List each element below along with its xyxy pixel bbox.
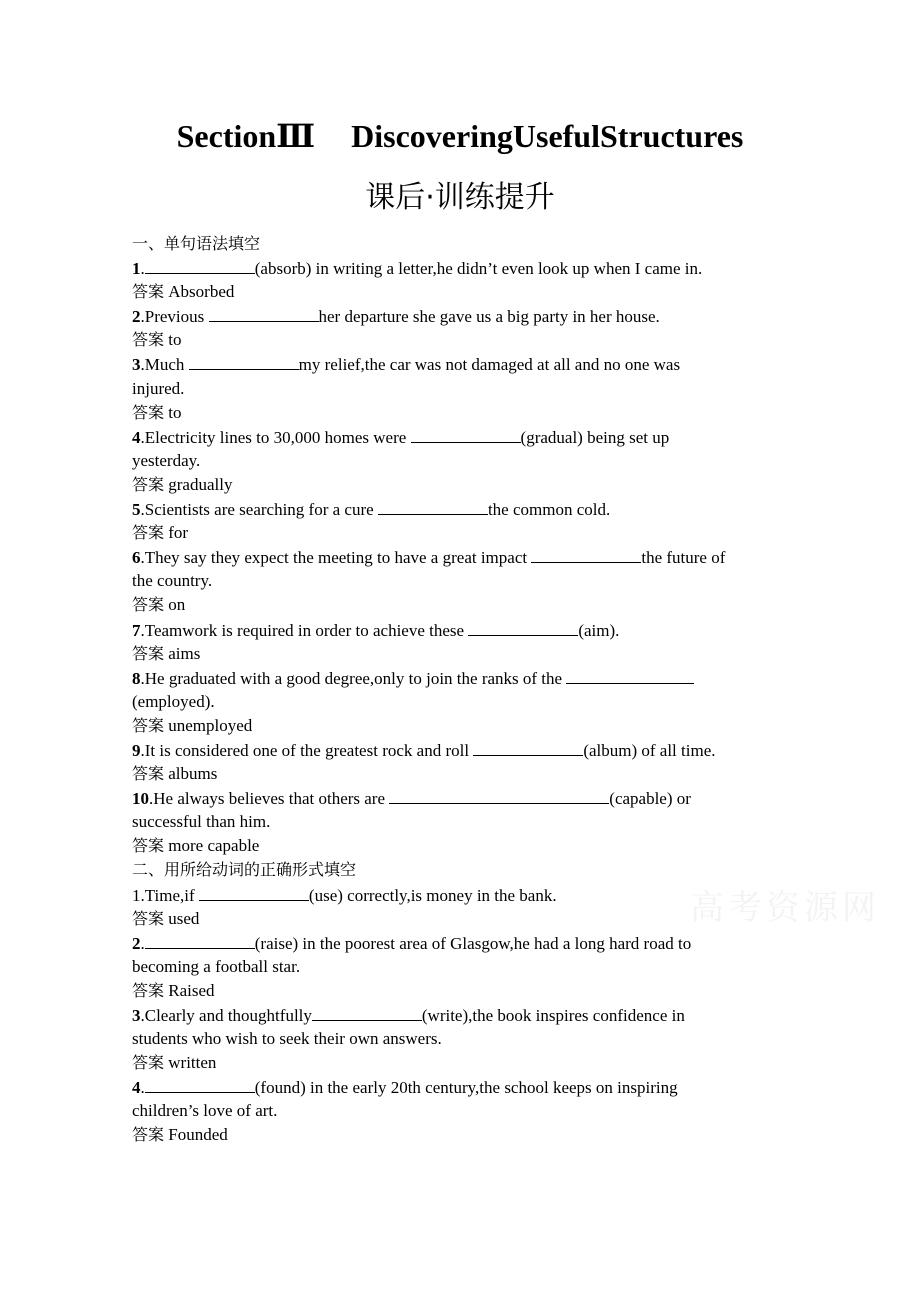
exercise-item [132,352,776,424]
watermark: 高考资源网 [690,888,880,928]
item-number: 2 [132,933,141,953]
item-continuation: (employed). [132,691,215,711]
answer-blank [473,738,583,756]
answer-blank [566,666,694,684]
exercise-item [132,425,776,497]
item-text-before: .Electricity lines to 30,000 homes were [140,427,411,447]
item-text-after: (write),the book inspires confidence in [421,1006,685,1025]
item-text-before: .Previous [140,307,209,327]
answer-label: 答案 [132,1053,165,1073]
item-text-before: . [140,1078,145,1098]
answer-blank [189,352,299,370]
item-number: 4 [132,1078,141,1098]
exercise-item [132,1003,776,1075]
item-text-before: .Clearly and thoughtfully [140,1006,312,1025]
item-text-before: .Teamwork is required in order to achieve these [140,620,469,640]
item-number: 8 [132,668,141,688]
exercise-item [132,883,776,931]
answer-blank [531,545,641,563]
item-text-after: the common cold. [487,500,611,520]
answer-label: 答案 [132,1125,165,1145]
item-text-after: (capable) or [609,789,691,809]
exercise-item [132,256,776,304]
item-number: 5 [132,500,141,520]
item-number: 4 [132,427,141,447]
exercise-item [132,545,776,617]
answer-text: used [168,908,200,928]
answer-text: written [168,1053,217,1073]
answer-text: on [168,595,186,615]
item-text-before: .Scientists are searching for a cure [140,500,378,520]
answer-label: 答案 [132,474,165,494]
item-number: 1 [132,885,141,905]
title-section: SectionⅢ [176,118,316,154]
page-subtitle: 课后·训练提升 [365,180,555,215]
item-text-before: .He always believes that others are [149,789,390,809]
answer-text: albums [168,764,218,784]
answer-text: Raised [168,980,215,1000]
item-text-before: .Time,if [140,885,199,905]
answer-label: 答案 [132,595,165,615]
item-number: 3 [132,355,141,375]
item-text-after: (gradual) being set up [520,427,670,447]
item-text-before: .They say they expect the meeting to have a great impact [140,548,532,568]
answer-blank [312,1003,422,1021]
answer-blank [468,618,578,636]
answer-text: aims [168,643,201,663]
answer-label: 答案 [132,980,165,1000]
answer-label: 答案 [132,836,165,856]
item-continuation: injured. [132,378,185,398]
exercise-item [132,618,776,666]
answer-label: 答案 [132,643,165,663]
item-number: 9 [132,740,141,760]
exercise-item [132,497,776,545]
exercise-item [132,738,776,786]
exercise-item [132,786,776,858]
exercise-item [132,931,776,1003]
item-number: 7 [132,620,141,640]
item-number: 10 [132,789,149,809]
item-continuation: children’s love of art. [132,1101,278,1121]
item-continuation: becoming a football star. [132,956,301,976]
item-text-after: (found) in the early 20th century,the school keeps on inspiring [254,1078,678,1098]
answer-blank [145,1075,255,1093]
item-continuation: students who wish to seek their own answers. [132,1029,442,1049]
answer-text: gradually [168,474,233,494]
item-text-after: (album) of all time. [583,740,716,760]
exercise-item [132,1075,776,1147]
item-number: 1 [132,259,141,279]
answer-text: more capable [168,836,260,856]
answer-blank [145,256,255,274]
item-text-after: her departure she gave us a big party in her house. [318,307,660,327]
item-text-before: . [140,933,145,953]
answer-blank [209,304,319,322]
answer-label: 答案 [132,715,165,735]
item-text-after: my relief,the car was not damaged at all and no one was [298,355,681,375]
item-text-before: .It is considered one of the greatest rock and roll [140,740,474,760]
item-text-after: (raise) in the poorest area of Glasgow,he had a long hard road to [254,933,692,953]
section1-heading: 一、单句语法填空 [132,234,261,253]
exercise-content [132,232,776,1148]
answer-label: 答案 [132,764,165,784]
answer-text: to [168,402,182,422]
page-title [0,116,920,156]
item-number: 2 [132,307,141,327]
answer-label: 答案 [132,330,165,350]
answer-label: 答案 [132,282,165,302]
item-text-after: (aim). [578,620,620,640]
item-text-after: the future of [641,548,726,568]
title-topic: DiscoveringUsefulStructures [351,118,744,154]
item-number: 3 [132,1006,141,1025]
answer-text: unemployed [168,715,253,735]
answer-text: to [168,330,182,350]
answer-text: Absorbed [168,282,235,302]
answer-label: 答案 [132,523,165,543]
item-text-after: (use) correctly,is money in the bank. [308,885,557,905]
item-text-before: .Much [140,355,189,375]
answer-text: Founded [168,1125,228,1145]
answer-blank [389,786,609,804]
answer-label: 答案 [132,908,165,928]
answer-blank [411,425,521,443]
item-number: 6 [132,548,141,568]
answer-blank [378,497,488,515]
item-text-before: . [140,259,145,279]
item-text-after: (absorb) in writing a letter,he didn’t even look up when I came in. [254,259,703,279]
exercise-item [132,666,776,738]
answer-blank [145,931,255,949]
item-continuation: yesterday. [132,450,201,470]
item-continuation: the country. [132,571,213,591]
answer-text: for [168,523,189,543]
answer-label: 答案 [132,402,165,422]
answer-blank [199,883,309,901]
item-text-before: .He graduated with a good degree,only to join the ranks of the [140,668,567,688]
item-continuation: successful than him. [132,812,271,832]
section2-heading: 二、用所给动词的正确形式填空 [132,860,357,880]
exercise-item [132,304,776,352]
